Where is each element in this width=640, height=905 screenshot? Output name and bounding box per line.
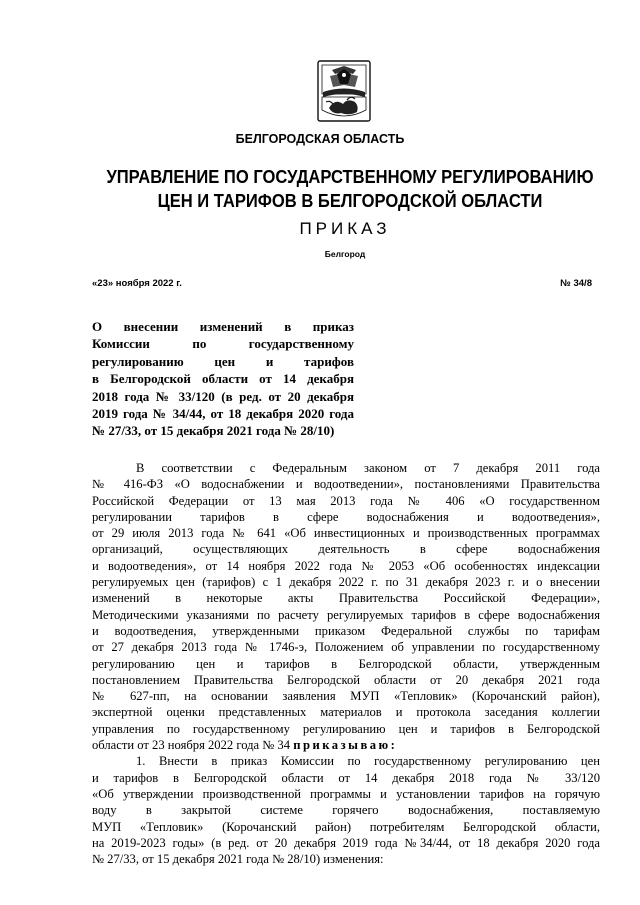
body-line: и водоотведения», от 14 ноября 2022 года № 2053 «Об особенностях индексации [92,558,600,573]
body-line: изменений в некоторые акты Правительства Российской Федерации», [92,591,600,606]
item-line: на 2019-2023 годы» (в ред. от 20 декабря 2019 года №34/44, от 18 декабря 2020 года [92,835,600,850]
body-line: и водоотведения, утвержденными приказом Федеральной службы по тарифам [92,623,600,638]
subject-line: 2019 года № 34/44, от 18 декабря 2020 года [92,406,354,422]
body-line-final [92,737,600,753]
subject-line: Комиссии по государственному [92,336,354,352]
item-line: и тарифов в Белгородской области от 14 декабря 2018 года № 33/120 [92,770,600,785]
subject-line: регулированию цен и тарифов [92,353,354,369]
item-line: МУП «Тепловик» (Корочанский район) потребителям Белгородской области, [92,819,600,834]
body-line: управления по государственному регулированию цен и тарифов в Белгородской [92,721,600,736]
body-line: В соответствии с Федеральным законом от 7 декабря 2011 года [136,461,600,475]
region-name: БЕЛГОРОДСКАЯ ОБЛАСТЬ [235,132,405,146]
document-number: № 34/8 [560,278,592,289]
document-date: «23» ноября 2022 г. [92,278,182,289]
body-line: от 27 декабря 2013 года № 1746-э, Положением об управлении по государственному [92,640,600,655]
body-line: регулировании тарифов в сфере водоснабжения и водоотведения», [92,509,600,524]
body-line: № 627-пп, на основании заявления МУП «Тепловик» (Корочанский район), [92,689,600,704]
body-line: экспертной оценки представленных материалов и протокола заседания коллегии [92,705,600,720]
subject-line: 2018 года № 33/120 (в ред. от 20 декабря [92,388,354,404]
coat-of-arms-icon [317,60,371,122]
item-line: «Об утверждении производственной программы и установлении тарифов на горячую [92,786,600,801]
body-line: постановлением Правительства Белгородской области от 20 декабря 2021 года [92,672,600,687]
agency-name-line-2: ЦЕН И ТАРИФОВ В БЕЛГОРОДСКОЙ ОБЛАСТИ [157,191,543,211]
body-line: № 416-ФЗ «О водоснабжении и водоотведении», постановлениями Правительства [92,477,600,492]
item-line: № 27/33, от 15 декабря 2021 года № 28/10) изменения: [92,852,384,867]
subject-line: О внесении изменений в приказ [92,319,354,334]
body-line: Российской Федерации от 13 мая 2013 года № 406 «О государственном [92,493,600,508]
body-line-final-text: области от 23 ноября 2022 года № 34 [92,738,291,753]
item-line: воду в закрытой системе горячего водоснабжения, поставляемую [92,803,600,818]
body-line: Методическими указаниями по расчету регулируемых тарифов в сфере водоснабжения [92,607,600,622]
body-line: регулированию цен и тарифов в Белгородской области, утвержденным [92,656,600,671]
body-line: от 29 июля 2013 года № 641 «Об инвестиционных и производственных программах [92,526,600,541]
document-subject [92,318,354,440]
document-type: ПРИКАЗ [299,219,391,238]
document-body [92,460,600,867]
agency-name [83,165,617,213]
order-keyword: приказываю: [293,738,398,753]
body-line: регулируемых цен (тарифов) с 1 декабря 2022 г. по 31 декабря 2023 г. и о внесении [92,575,600,590]
body-line: организаций, осуществляющих деятельность в сфере водоснабжения [92,542,600,557]
city-name: Белгород [324,249,366,259]
subject-line: в Белгородской области от 14 декабря [92,371,354,387]
item-line: 1. Внести в приказ Комиссии по государственному регулированию цен [136,754,600,769]
agency-name-line-1: УПРАВЛЕНИЕ ПО ГОСУДАРСТВЕННОМУ РЕГУЛИРОВАНИЮ [106,167,594,187]
subject-line: № 27/33, от 15 декабря 2021 года № 28/10) [92,423,335,439]
